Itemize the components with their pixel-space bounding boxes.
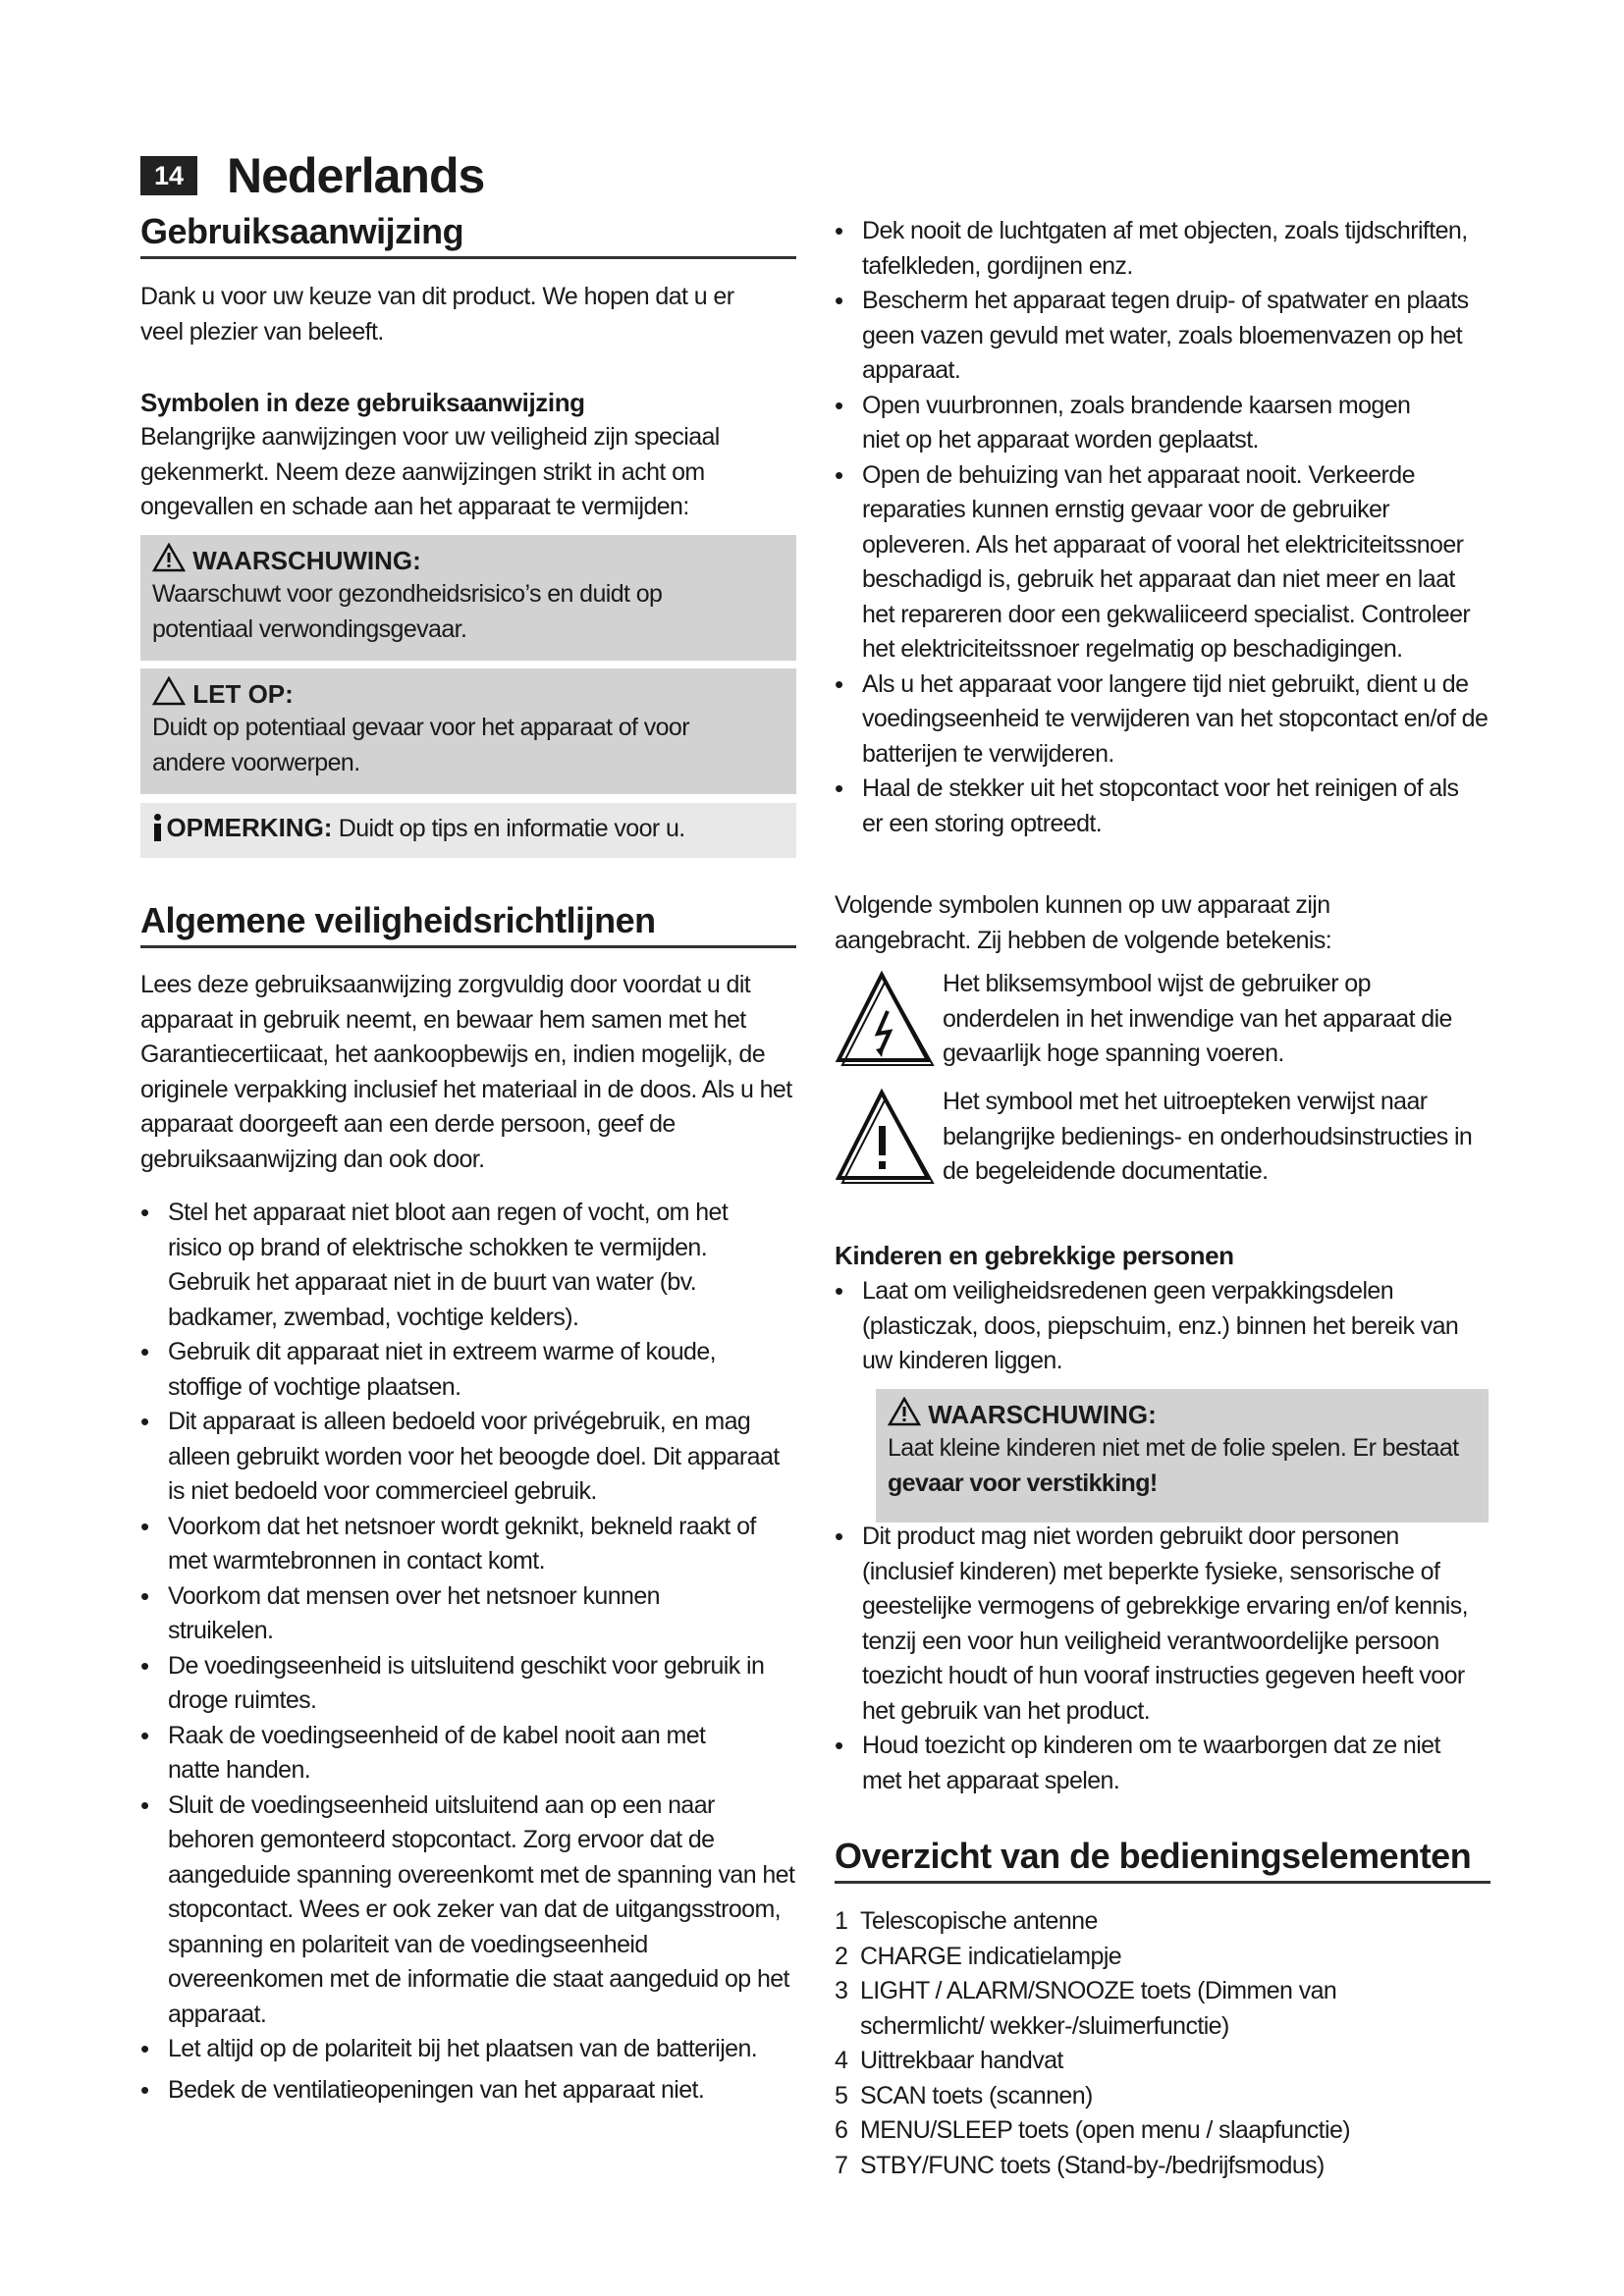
safety-bullet-list-continued [835, 214, 1490, 841]
device-symbols-intro: Volgende symbolen kunnen op uw apparaat zijn aangebracht. Zij hebben de volgende betekenis: [835, 891, 1332, 954]
list-item: 4 Uittrekbaar handvat [835, 2047, 1063, 2074]
list-item: • Bedek de ventilatieopeningen van het apparaat niet. [140, 2073, 796, 2109]
list-item: 1 Telescopische antenne [835, 1907, 1098, 1935]
exclamation-symbol-text: Het symbool met het uitroepteken verwijst naar belangrijke bedienings- en onderhoudsinstructies in de begeleidende documentatie. [943, 1088, 1473, 1185]
list-item: • Als u het apparaat voor langere tijd niet gebruikt, dient u de voedingseenheid te verwijderen van het stopcontact en/of de batterijen te verwijderen. [835, 667, 1490, 773]
section-title-usage: Gebruiksaanwijzing [140, 211, 796, 259]
children-bullet-list [835, 1274, 1490, 1379]
list-item: 6 MENU/SLEEP toets (open menu / slaapfunctie) [835, 2116, 1351, 2144]
warning-triangle-icon [152, 543, 186, 572]
info-icon [152, 814, 162, 841]
warning-title: WAARSCHUWING: [192, 546, 421, 575]
safety-bullet-list [140, 1196, 796, 2108]
exclamation-symbol-row [835, 1085, 1490, 1196]
page-number: 14 [140, 156, 197, 195]
symbols-text: Belangrijke aanwijzingen voor uw veiligheid zijn speciaal gekenmerkt. Neem deze aanwijzingen strikt in acht om ongevallen en schade aan het apparaat te vermijden: [140, 423, 720, 520]
safety-intro: Lees deze gebruiksaanwijzing zorgvuldig door voordat u dit apparaat in gebruik neemt, en bewaar hem samen met het Garantiecertiicaat, het aankoopbewijs en, indien mogelijk, de originele verpakking inclusief het materiaal in de doos. Als u het apparaat doorgeeft aan een derde persoon, geef de gebruiksaanwijzing dan ook door. [140, 971, 792, 1173]
section-title-controls: Overzicht van de bedieningselementen [835, 1836, 1490, 1884]
list-item: • Voorkom dat mensen over het netsnoer kunnen struikelen. [140, 1579, 796, 1649]
lightning-symbol-text: Het bliksemsymbool wijst de gebruiker op onderdelen in het inwendige van het apparaat die gevaarlijk hoge spanning voeren. [943, 970, 1452, 1067]
note-box [140, 803, 796, 858]
warning-text: Waarschuwt voor gezondheidsrisico’s en duidt op potentiaal verwondingsgevaar. [152, 580, 663, 643]
children-heading: Kinderen en gebrekkige personen [835, 1241, 1234, 1270]
list-item: 3 LIGHT / ALARM/SNOOZE toets (Dimmen van schermlicht/ wekker-/sluimerfunctie) [835, 1977, 1337, 2040]
exclamation-warning-icon [835, 1085, 943, 1191]
list-item: • Gebruik dit apparaat niet in extreem warme of koude, stoffige of vochtige plaatsen. [140, 1335, 796, 1405]
list-item: • Dit product mag niet worden gebruikt door personen (inclusief kinderen) met beperkte fysieke, sensorische of geestelijke vermogens of gebrekkige ervaring en/of kennis, tenzij een voor hun veiligheid verantwoordelijke persoon toezicht houdt of hun vooraf instructies gegeven heeft voor het gebruik van het product. [835, 1520, 1490, 1729]
warning-triangle-icon [888, 1397, 921, 1426]
list-item: 5 SCAN toets (scannen) [835, 2081, 1093, 2109]
list-item: • Houd toezicht op kinderen om te waarborgen dat ze niet met het apparaat spelen. [835, 1729, 1490, 1798]
list-item: • Open de behuizing van het apparaat nooit. Verkeerde reparaties kunnen ernstig gevaar voor de gebruiker opleveren. Als het apparaat of vooral het elektriciteitssnoer beschadigd is, gebruik het apparaat dan niet meer en laat het repareren door een gekwaliiceerd specialist. Controleer het elektriciteitssnoer regelmatig op beschadigingen. [835, 458, 1490, 667]
list-item: • Stel het apparaat niet bloot aan regen of vocht, om het risico op brand of elektrische schokken te vermijden. Gebruik het apparaat niet in de buurt van water (bv. badkamer, zwembad, vochtige kelders). [140, 1196, 796, 1335]
symbols-heading: Symbolen in deze gebruiksaanwijzing [140, 388, 585, 417]
list-item: • Bescherm het apparaat tegen druip- of spatwater en plaats geen vazen gevuld met water, zoals bloemenvazen op het apparaat. [835, 284, 1490, 389]
intro-text: Dank u voor uw keuze van dit product. We hopen dat u er veel plezier van beleeft. [140, 283, 734, 346]
list-item: • Voorkom dat het netsnoer wordt geknikt, bekneld raakt of met warmtebronnen in contact komt. [140, 1510, 796, 1579]
lightning-symbol-row [835, 967, 1490, 1078]
section-title-safety: Algemene veiligheidsrichtlijnen [140, 900, 796, 948]
children-warning-text: Laat kleine kinderen niet met de folie spelen. Er bestaat [888, 1434, 1459, 1462]
list-item: • Open vuurbronnen, zoals brandende kaarsen mogen niet op het apparaat worden geplaatst. [835, 389, 1490, 458]
note-text: Duidt op tips en informatie voor u. [332, 815, 685, 842]
lightning-warning-icon [835, 967, 943, 1073]
list-item: • Dek nooit de luchtgaten af met objecten, zoals tijdschriften, tafelkleden, gordijnen enz. [835, 214, 1490, 284]
caution-title: LET OP: [192, 679, 294, 709]
children-bullet-list-2 [835, 1520, 1490, 1798]
note-title: OPMERKING: [166, 813, 333, 842]
language-title: Nederlands [227, 148, 485, 203]
list-item: • Let altijd op de polariteit bij het plaatsen van de batterijen. [140, 2032, 796, 2067]
list-item: • Raak de voedingseenheid of de kabel nooit aan met natte handen. [140, 1719, 796, 1789]
list-item: • Dit apparaat is alleen bedoeld voor privégebruik, en mag alleen gebruikt worden voor het beoogde doel. Dit apparaat is niet bedoeld voor commercieel gebruik. [140, 1405, 796, 1510]
list-item: 7 STBY/FUNC toets (Stand-by-/bedrijfsmodus) [835, 2151, 1325, 2179]
children-warning-bold: gevaar voor verstikking! [888, 1468, 1158, 1497]
children-warning-title: WAARSCHUWING: [928, 1400, 1157, 1429]
page-header [140, 147, 484, 204]
caution-text: Duidt op potentiaal gevaar voor het apparaat of voor andere voorwerpen. [152, 714, 689, 776]
list-item: • Laat om veiligheidsredenen geen verpakkingsdelen (plasticzak, doos, piepschuim, enz.) binnen het bereik van uw kinderen liggen. [835, 1274, 1490, 1379]
caution-box [140, 668, 796, 794]
warning-box [140, 535, 796, 661]
list-item: • Sluit de voedingseenheid uitsluitend aan op een naar behoren gemonteerd stopcontact. Zorg ervoor dat de aangeduide spanning overeenkomt met de spanning van het stopcontact. Wees er ook zeker van dat de uitgangsstroom, spanning en polariteit van de voedingseenheid overeenkomen met de informatie die staat aangeduid op het apparaat. [140, 1789, 796, 2033]
list-item: • De voedingseenheid is uitsluitend geschikt voor gebruik in droge ruimtes. [140, 1649, 796, 1719]
children-warning-box [876, 1389, 1489, 1522]
controls-list [835, 1904, 1490, 2183]
list-item: • Haal de stekker uit het stopcontact voor het reinigen of als er een storing optreedt. [835, 772, 1490, 841]
caution-triangle-icon [152, 676, 186, 706]
list-item: 2 CHARGE indicatielampje [835, 1942, 1122, 1970]
